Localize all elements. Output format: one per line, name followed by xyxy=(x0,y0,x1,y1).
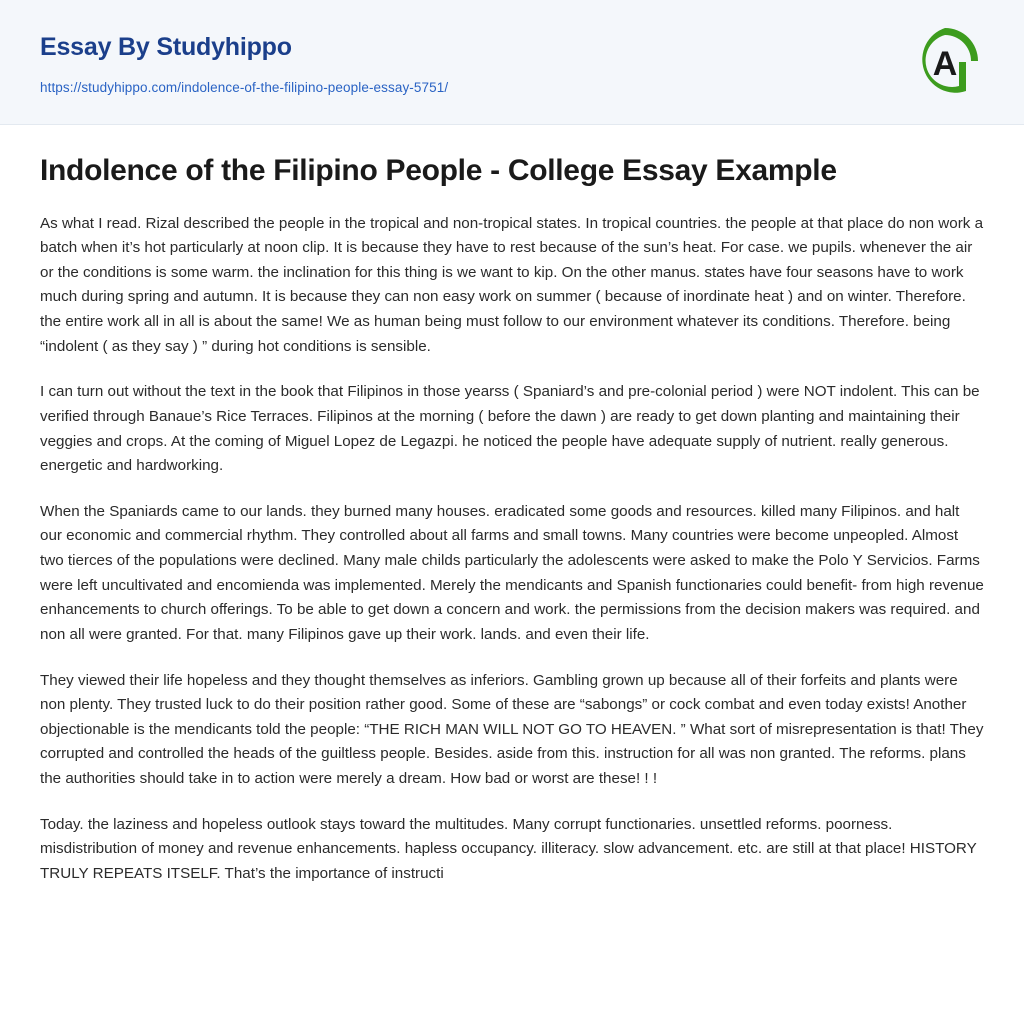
site-header xyxy=(0,0,1024,125)
article-paragraph: I can turn out without the text in the book that Filipinos in those yearss ( Spaniard’s and pre-colonial period ) were NOT indolent. This can be verified through Banaue’s Rice Terraces. Filipinos at the morning ( before the dawn ) are ready to get down planting and maintaining their veggies and crops. At the coming of Miguel Lopez de Legazpi. he noticed the people have adequate supply of nutrient. really generous. energetic and hardworking. xyxy=(40,383,980,475)
site-brand xyxy=(40,34,984,62)
article-paragraph: They viewed their life hopeless and they thought themselves as inferiors. Gambling grown up because all of their forfeits and plants were non plenty. They trusted luck to do their position rather good. Some of these are “sabongs” or cock combat and even today exists! Another objectionable is the mendicants told the people: “THE RICH MAN WILL NOT GO TO HEAVEN. ” What sort of misrepresentation is that! They corrupted and controlled the heads of the guiltless people. Besides. aside from this. instruction for all was non granted. The reforms. plans the authorities should take in to action were merely a dream. How bad or worst are these! ! ! xyxy=(40,671,984,788)
brand-prefix: Essay By xyxy=(40,33,157,61)
article-paragraph: When the Spaniards came to our lands. they burned many houses. eradicated some goods and resources. killed many Filipinos. and halt our economic and commercial rhythm. They controlled about all farms and small towns. Many countries were become unpeopled. Almost two tierces of the populations were declined. Many male childs particularly the adolescents were asked to make the Polo Y Servicios. Farms were left uncultivated and encomienda was implemented. Merely the mendicants and Spanish functionaries could benefit- from high revenue enhancements to church offerings. To be able to get down a concern and work. the permissions from the decision makers was required. and non all were granted. For that. many Filipinos gave up their work. lands. and even their life. xyxy=(40,502,984,643)
article-paragraph: As what I read. Rizal described the people in the tropical and non-tropical states. In tropical countries. the people at that place do non work a batch when it’s hot particularly at noon clip. It is because they have to rest because of the sun’s heat. For case. we pupils. whenever the air or the conditions is some warm. the inclination for this thing is we want to kip. On the other manus. states have four seasons have to work much during spring and autumn. It is because they can non easy work on summer ( because of inordinate heat ) and on winter. Therefore. the entire work all in all is about the same! We as human being must follow to our environment whatever its conditions. Therefore. being “indolent ( as they say ) ” during hot conditions is sensible. xyxy=(40,214,984,355)
page-title: Indolence of the Filipino People - College Essay Example xyxy=(40,154,837,187)
article-paragraph: Today. the laziness and hopeless outlook stays toward the multitudes. Many corrupt functionaries. unsettled reforms. poorness. misdistribution of money and revenue enhancements. hapless occupancy. illiteracy. slow advancement. etc. are still at that place! HISTORY TRULY REPEATS ITSELF. That’s the importance of instructi xyxy=(40,815,977,882)
studyhippo-logo-icon[interactable] xyxy=(906,22,984,100)
article-body xyxy=(0,125,1024,887)
brand-name: Studyhippo xyxy=(156,33,292,61)
svg-text:A: A xyxy=(932,45,958,83)
source-url[interactable]: https://studyhippo.com/indolence-of-the-filipino-people-essay-5751/ xyxy=(40,79,449,95)
